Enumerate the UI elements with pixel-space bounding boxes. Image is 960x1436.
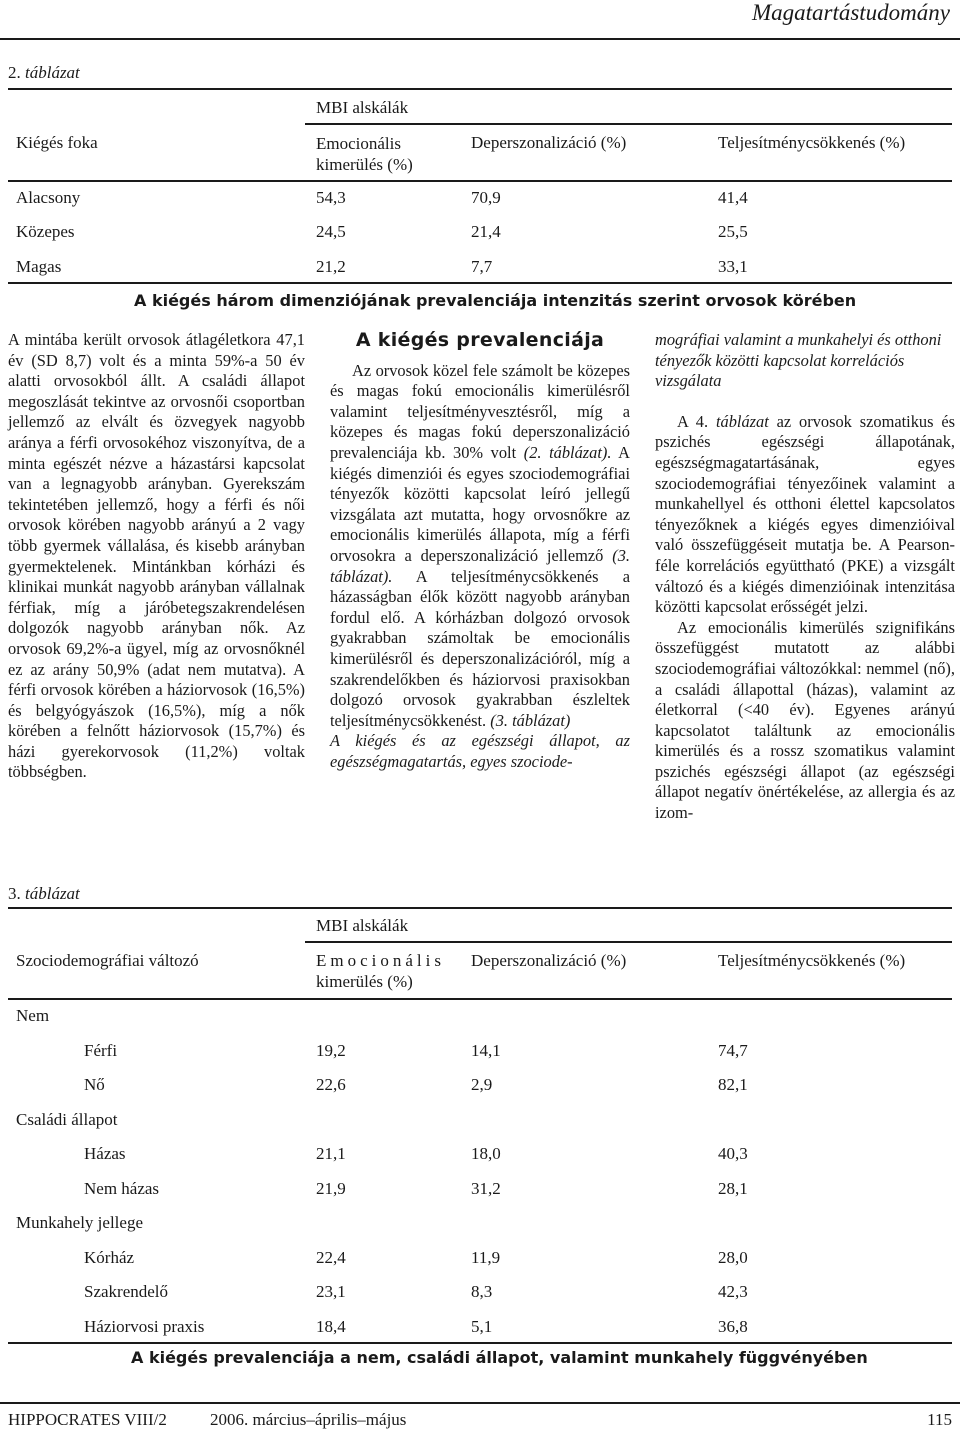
subsection-heading: A kiégés és az egészségi állapot, az egészségmagatartás, egyes szociode- — [330, 731, 630, 771]
table2-col-header: Emocionális kimerülés (%) — [316, 134, 413, 174]
text-column-3 — [655, 330, 955, 824]
header-rule — [0, 38, 960, 40]
table3-col-header: Szociodemográfiai változó — [16, 951, 199, 970]
footer-date: 2006. március–április–május — [210, 1410, 407, 1429]
table-row-label: Házas — [84, 1144, 126, 1163]
table-cell: 41,4 — [718, 188, 748, 207]
table-cell: 36,8 — [718, 1317, 748, 1336]
table-row-label: Alacsony — [16, 188, 81, 207]
table2-group-header: MBI alskálák — [316, 98, 409, 117]
table2-caption: A kiégés három dimenziójának prevalenciája intenzitás szerint orvosok körében — [134, 291, 857, 310]
table2-col-header: Kiégés foka — [16, 133, 98, 152]
table-cell: 22,6 — [316, 1075, 346, 1094]
table-cell: 21,1 — [316, 1144, 346, 1163]
paragraph: A mintába került orvosok átlagéletkora 47,1 év (SD 8,7) volt és a minta 59%-a 50 év alatti orvosokból állt. A családi állapot megoszlását tekintve az orvosnői csoportban jellemző az elvált és özvegyek nagyobb aránya a férfi orvosokéhoz viszonyítva, de a minta egészét nézve a házastársi kapcsolat van a legnagyobb arányban. Gyerekszám tekintetében jellemző, hogy a férfi és női orvosok körében nagyobb arányú a 2 vagy több gyermek vállalása, és kisebb arányban gyermektelenek. Mintánkban kórházi és klinikai munkát nagyobb arányban vállalnak férfiak, míg a járóbetegszakrendelésen dolgozók nagyobb arányban nők. Az orvosok 69,2%-a ügyel, míg az orvosnőknél ez az arány 50,9% (adat nem mutatva). A férfi orvosok körében a háziorvosok (16,5%) és belgyógyászok (16,5%), míg a nők körében a felnőtt háziorvosok (15,7%) és házi gyerekorvosok (11,2%) voltak többségben. — [8, 330, 305, 782]
table-cell: 42,3 — [718, 1282, 748, 1301]
table-section-label: Családi állapot — [16, 1110, 118, 1129]
table3-header-rule — [8, 998, 952, 1000]
table3-bottom-rule — [8, 1342, 952, 1344]
table-cell: 70,9 — [471, 188, 501, 207]
paragraph: Az emocionális kimerülés szignifikáns összefüggést mutatott az alábbi szociodemográfiai változókkal: nemmel (nő), a családi állapottal (házas), valamint az életkorral (<40 év). Egyenes arányú kapcsolatot találtunk az emocionális kimerülés és a rossz szomatikus valamint pszichés egészségi állapot (az egészségi állapot negatív önértékelése, az allergia és az izom- — [655, 617, 955, 823]
table-cell: 54,3 — [316, 188, 346, 207]
table-cell: 31,2 — [471, 1179, 501, 1198]
table3-label: 3. táblázat — [8, 884, 80, 903]
table-cell: 18,0 — [471, 1144, 501, 1163]
table-row-label: Nem házas — [84, 1179, 160, 1198]
table2-label: 2. táblázat — [8, 63, 80, 82]
table3-top-rule — [8, 907, 952, 909]
table-cell: 21,4 — [471, 222, 501, 241]
table-cell: 21,2 — [316, 257, 346, 276]
table-row-label: Szakrendelő — [84, 1282, 169, 1301]
table-cell: 33,1 — [718, 257, 748, 276]
table2-header-rule — [8, 180, 952, 182]
table-cell: 24,5 — [316, 222, 346, 241]
subsection-heading: mográfiai valamint a munkahelyi és otthoni tényezők közötti kapcsolat korrelációs vizsgálata — [655, 330, 942, 391]
table-cell: 19,2 — [316, 1041, 346, 1060]
text-column-2 — [330, 330, 630, 772]
table-row-label: Kórház — [84, 1248, 135, 1267]
page-number: 115 — [927, 1410, 952, 1429]
table2-group-rule — [305, 123, 952, 125]
table-cell: 11,9 — [471, 1248, 501, 1267]
table-row-label: Közepes — [16, 222, 75, 241]
running-header: Magatartástudomány — [751, 0, 950, 25]
table-cell: 28,1 — [718, 1179, 748, 1198]
table3-col-header: Teljesítménycsökkenés (%) — [718, 951, 906, 970]
table-row-label: Férfi — [84, 1041, 118, 1060]
table-cell: 7,7 — [471, 257, 493, 276]
text-column-1 — [8, 330, 305, 783]
table3-col-header: Deperszonalizáció (%) — [471, 951, 627, 970]
footer-journal: HIPPOCRATES VIII/2 — [8, 1410, 167, 1429]
table-cell: 25,5 — [718, 222, 748, 241]
paragraph: A 4. táblázat az orvosok szomatikus és pszichés egészségi állapotának, egészségmagatartásának, egyes szociodemográfiai tényezőinek valamint a munkahellyel és otthoni élettel kapcsolatos tényezőknek a kiégés egyes dimenzióival való összefüggéseit mutatja be. A Pearson-féle korrelációs együttható (PKE) a vizsgált változó és a kiégés dimenzióinak intenzitása közötti kapcsolat erősségét jelzi. — [655, 411, 955, 617]
table2-bottom-rule — [8, 282, 952, 284]
table-section-label: Munkahely jellege — [16, 1213, 143, 1232]
table-cell: 5,1 — [471, 1317, 493, 1336]
table-cell: 82,1 — [718, 1075, 748, 1094]
paragraph: Az orvosok közel fele számolt be közepes és magas fokú emocionális kimerülésről valamint teljesítményvesztésről, míg a közepes és magas fokú deperszonalizáció prevalenciája kb. 30% volt (2. táblázat). A kiégés dimenziói és egyes szociodemográfiai tényezők közötti kapcsolat leíró jellegű vizsgálata azt mutatta, hogy orvosnőkre az emocionális kimerülés állapota, míg a férfi orvosokra a deperszonalizáció jellemző (3. táblázat). A teljesítménycsökkenés a házasságban élők között nagyobb arányban fordul elő. A kórházban dolgozó orvosok gyakrabban számoltak be emocionális kimerülésről és deperszonalizációról, míg a szakrendelőkben és háziorvosi praxisokban dolgozó orvosok gyakrabban észleltek teljesítménycsökkenést. (3. táblázat) — [330, 360, 630, 730]
table3-group-header: MBI alskálák — [316, 916, 409, 935]
table-section-label: Nem — [16, 1006, 50, 1025]
table-cell: 23,1 — [316, 1282, 346, 1301]
table-cell: 18,4 — [316, 1317, 346, 1336]
table3-col-header: kimerülés (%) — [316, 972, 413, 991]
table2-top-rule — [8, 88, 952, 90]
table-cell: 8,3 — [471, 1282, 493, 1301]
table2-col-header: Teljesítménycsökkenés (%) — [718, 133, 906, 152]
table-cell: 14,1 — [471, 1041, 501, 1060]
table3-caption: A kiégés prevalenciája a nem, családi állapot, valamint munkahely függvényében — [131, 1348, 868, 1367]
table-cell: 2,9 — [471, 1075, 493, 1094]
table-row-label: Magas — [16, 257, 62, 276]
section-heading: A kiégés prevalenciája — [355, 329, 605, 351]
table2-col-header: Deperszonalizáció (%) — [471, 133, 627, 152]
footer-rule — [0, 1402, 960, 1404]
table-cell: 21,9 — [316, 1179, 346, 1198]
table-row-label: Nő — [84, 1075, 105, 1094]
table-cell: 74,7 — [718, 1041, 748, 1060]
table-row-label: Háziorvosi praxis — [84, 1317, 205, 1336]
table-cell: 28,0 — [718, 1248, 748, 1267]
table3-col-header: Emocionális — [316, 951, 445, 970]
table3-group-rule — [305, 941, 952, 943]
table-cell: 40,3 — [718, 1144, 748, 1163]
table-cell: 22,4 — [316, 1248, 346, 1267]
